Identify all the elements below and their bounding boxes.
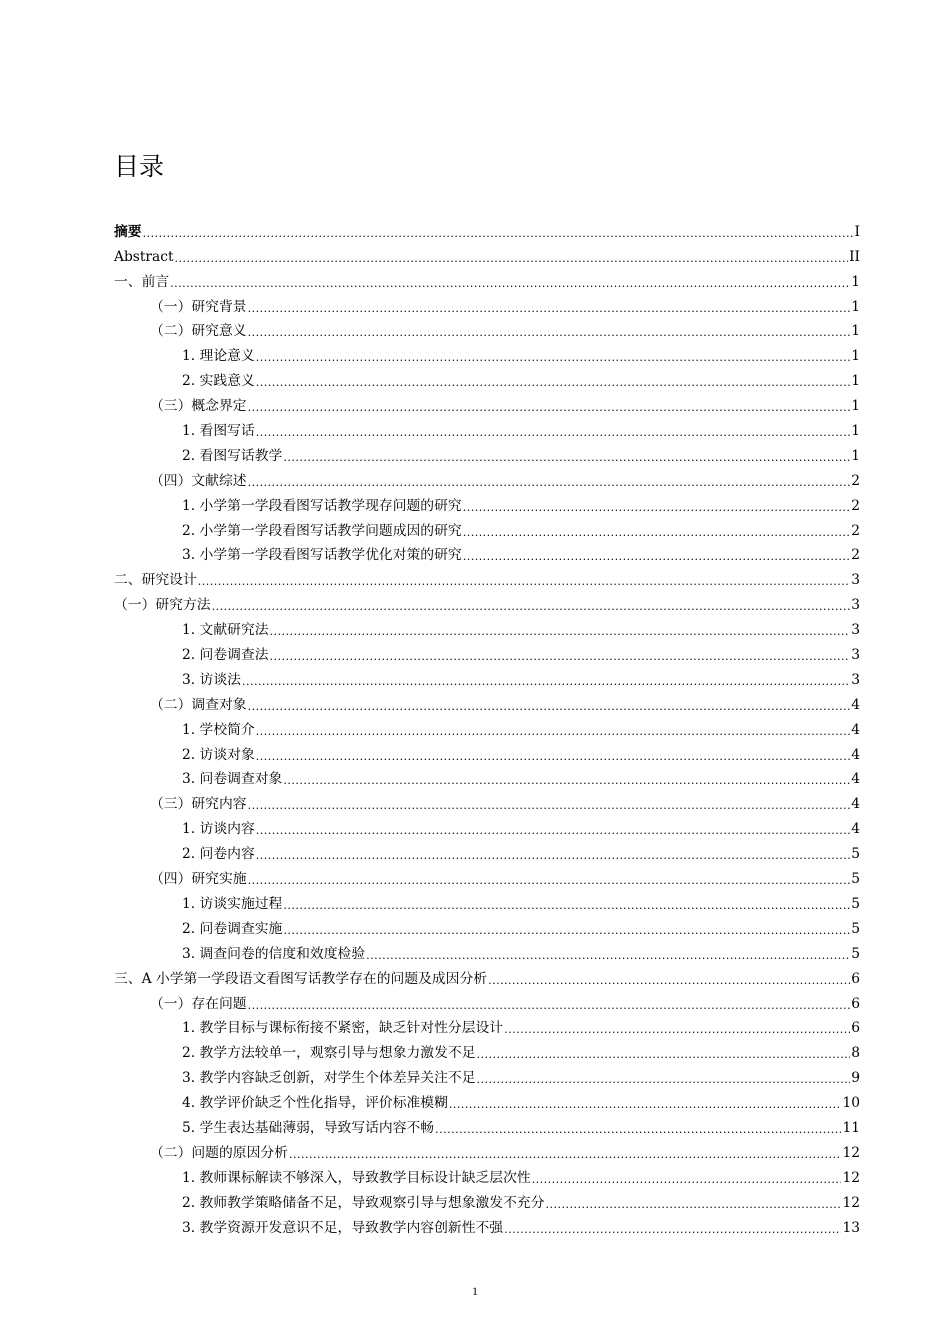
toc-dot-leader bbox=[242, 675, 850, 689]
toc-entry-page-number: 12 bbox=[842, 1169, 860, 1186]
toc-entry-page-number: 2 bbox=[851, 522, 860, 539]
toc-entry[interactable] bbox=[114, 788, 860, 813]
toc-entry[interactable] bbox=[114, 614, 860, 639]
toc-entry-label: 2. 访谈对象 bbox=[182, 746, 255, 763]
toc-dot-leader bbox=[283, 899, 850, 913]
toc-entry-label: 3. 访谈法 bbox=[182, 671, 241, 688]
toc-entry-label: 2. 实践意义 bbox=[182, 373, 255, 390]
toc-entry-page-number: 6 bbox=[851, 1020, 860, 1037]
toc-entry-page-number: 4 bbox=[851, 746, 860, 763]
toc-entry-page-number: I bbox=[854, 223, 860, 240]
toc-entry-label: 4. 教学评价缺乏个性化指导，评价标准模糊 bbox=[182, 1095, 448, 1112]
toc-entry[interactable] bbox=[114, 266, 860, 291]
toc-entry[interactable] bbox=[114, 938, 860, 963]
toc-entry-page-number: 4 bbox=[851, 721, 860, 738]
toc-entry-page-number: 13 bbox=[842, 1219, 860, 1236]
toc-entry-page-number: 4 bbox=[851, 796, 860, 813]
toc-entry-page-number: 1 bbox=[851, 423, 860, 440]
toc-entry[interactable] bbox=[114, 1187, 860, 1212]
toc-dot-leader bbox=[477, 1048, 851, 1062]
toc-dot-leader bbox=[256, 824, 850, 838]
toc-entry[interactable] bbox=[114, 1062, 860, 1087]
toc-entry[interactable] bbox=[114, 490, 860, 515]
toc-entry-page-number: 5 bbox=[851, 871, 860, 888]
toc-entry-label: 三、A 小学第一学段语文看图写话教学存在的问题及成因分析 bbox=[114, 970, 488, 987]
toc-entry[interactable] bbox=[114, 216, 860, 241]
toc-dot-leader bbox=[366, 949, 850, 963]
toc-dot-leader bbox=[212, 600, 851, 614]
toc-dot-leader bbox=[477, 1073, 851, 1087]
toc-entry-label: （一）存在问题 bbox=[150, 995, 247, 1012]
toc-entry-page-number: 12 bbox=[842, 1144, 860, 1161]
toc-entry-label: （一）研究背景 bbox=[150, 298, 247, 315]
toc-dot-leader bbox=[488, 974, 850, 988]
toc-entry-page-number: 1 bbox=[851, 398, 860, 415]
toc-entry-label: （二）调查对象 bbox=[150, 696, 247, 713]
toc-entry[interactable] bbox=[114, 888, 860, 913]
toc-dot-leader bbox=[435, 1123, 841, 1137]
toc-entry-label: （一）研究方法 bbox=[114, 597, 211, 614]
toc-entry-page-number: 1 bbox=[851, 447, 860, 464]
toc-entry-label: Abstract bbox=[114, 248, 174, 265]
toc-dot-leader bbox=[283, 924, 850, 938]
toc-entry[interactable] bbox=[114, 838, 860, 863]
toc-entry-label: 2. 教师教学策略储备不足，导致观察引导与想象激发不充分 bbox=[182, 1194, 545, 1211]
toc-entry-page-number: 5 bbox=[851, 846, 860, 863]
toc-entry-label: 2. 问卷调查法 bbox=[182, 647, 269, 664]
toc-entry-label: 2. 问卷内容 bbox=[182, 846, 255, 863]
toc-dot-leader bbox=[463, 526, 851, 540]
toc-entry-label: 2. 问卷调查实施 bbox=[182, 920, 283, 937]
toc-dot-leader bbox=[248, 799, 851, 813]
toc-entry-page-number: 3 bbox=[851, 597, 860, 614]
toc-dot-leader bbox=[463, 550, 851, 564]
toc-entry-label: （三）概念界定 bbox=[150, 398, 247, 415]
toc-entry[interactable] bbox=[114, 365, 860, 390]
toc-entry[interactable] bbox=[114, 390, 860, 415]
toc-entry[interactable] bbox=[114, 440, 860, 465]
toc-entry-page-number: 2 bbox=[851, 472, 860, 489]
toc-entry[interactable] bbox=[114, 913, 860, 938]
toc-entry[interactable] bbox=[114, 564, 860, 589]
toc-entry-page-number: 6 bbox=[851, 970, 860, 987]
toc-entry[interactable] bbox=[114, 739, 860, 764]
toc-entry[interactable] bbox=[114, 241, 860, 266]
toc-entry-page-number: 1 bbox=[851, 323, 860, 340]
toc-entry-label: 摘要 bbox=[114, 223, 142, 240]
toc-entry[interactable] bbox=[114, 1137, 860, 1162]
footer-page-number: 1 bbox=[472, 1284, 478, 1298]
toc-entry-page-number: 1 bbox=[851, 298, 860, 315]
toc-dot-leader bbox=[289, 1148, 841, 1162]
toc-entry-page-number: 9 bbox=[851, 1070, 860, 1087]
toc-dot-leader bbox=[248, 326, 851, 340]
toc-entry[interactable] bbox=[114, 291, 860, 316]
toc-entry-label: 一、前言 bbox=[114, 273, 170, 290]
toc-entry[interactable] bbox=[114, 714, 860, 739]
toc-entry-label: 1. 访谈内容 bbox=[182, 821, 255, 838]
toc-dot-leader bbox=[463, 501, 851, 515]
toc-entry-label: （三）研究内容 bbox=[150, 796, 247, 813]
toc-entry-page-number: 4 bbox=[851, 821, 860, 838]
toc-entry[interactable] bbox=[114, 1112, 860, 1137]
toc-entry-page-number: II bbox=[849, 248, 860, 265]
toc-entry[interactable] bbox=[114, 1212, 860, 1237]
toc-entry[interactable] bbox=[114, 689, 860, 714]
toc-entry[interactable] bbox=[114, 1037, 860, 1062]
toc-entry-label: 1. 访谈实施过程 bbox=[182, 895, 283, 912]
toc-entry-label: 1. 小学第一学段看图写话教学现存问题的研究 bbox=[182, 497, 462, 514]
toc-entry-page-number: 8 bbox=[851, 1045, 860, 1062]
toc-entry-label: 3. 问卷调查对象 bbox=[182, 771, 283, 788]
toc-entry[interactable] bbox=[114, 415, 860, 440]
toc-dot-leader bbox=[248, 999, 851, 1013]
toc-dot-leader bbox=[256, 376, 850, 390]
toc-dot-leader bbox=[449, 1098, 842, 1112]
toc-entry-label: 3. 教学资源开发意识不足，导致教学内容创新性不强 bbox=[182, 1219, 504, 1236]
toc-entry[interactable] bbox=[114, 340, 860, 365]
toc-entry-page-number: 2 bbox=[851, 547, 860, 564]
toc-entry-label: 2. 小学第一学段看图写话教学问题成因的研究 bbox=[182, 522, 462, 539]
toc-dot-leader bbox=[256, 351, 850, 365]
toc-dot-leader bbox=[256, 750, 850, 764]
toc-entry-label: 3. 教学内容缺乏创新，对学生个体差异关注不足 bbox=[182, 1070, 476, 1087]
toc-dot-leader bbox=[504, 1023, 850, 1037]
toc-entry[interactable] bbox=[114, 316, 860, 341]
table-of-contents bbox=[114, 216, 860, 1237]
toc-entry-page-number: 5 bbox=[851, 945, 860, 962]
toc-entry-page-number: 10 bbox=[842, 1095, 860, 1112]
toc-entry-label: 2. 教学方法较单一，观察引导与想象力激发不足 bbox=[182, 1045, 476, 1062]
toc-entry[interactable] bbox=[114, 540, 860, 565]
toc-entry[interactable] bbox=[114, 1162, 860, 1187]
toc-entry-label: 1. 教学目标与课标衔接不紧密，缺乏针对性分层设计 bbox=[182, 1020, 504, 1037]
toc-entry-label: （四）文献综述 bbox=[150, 472, 247, 489]
toc-entry[interactable] bbox=[114, 639, 860, 664]
toc-dot-leader bbox=[175, 252, 849, 266]
toc-dot-leader bbox=[143, 227, 854, 241]
toc-dot-leader bbox=[532, 1173, 842, 1187]
toc-entry-page-number: 2 bbox=[851, 497, 860, 514]
toc-entry-page-number: 3 bbox=[851, 622, 860, 639]
toc-entry-page-number: 5 bbox=[851, 920, 860, 937]
toc-entry-label: 5. 学生表达基础薄弱，导致写话内容不畅 bbox=[182, 1119, 435, 1136]
toc-entry-page-number: 1 bbox=[851, 348, 860, 365]
toc-entry[interactable] bbox=[114, 515, 860, 540]
toc-entry-label: 1. 看图写话 bbox=[182, 423, 255, 440]
toc-entry-label: 3. 小学第一学段看图写话教学优化对策的研究 bbox=[182, 547, 462, 564]
toc-entry[interactable] bbox=[114, 863, 860, 888]
toc-entry-page-number: 1 bbox=[851, 273, 860, 290]
toc-entry-label: （二）问题的原因分析 bbox=[150, 1144, 288, 1161]
toc-dot-leader bbox=[248, 874, 851, 888]
toc-entry-page-number: 4 bbox=[851, 771, 860, 788]
toc-entry[interactable] bbox=[114, 664, 860, 689]
toc-entry-label: 1. 文献研究法 bbox=[182, 622, 269, 639]
toc-entry[interactable] bbox=[114, 465, 860, 490]
toc-entry-page-number: 5 bbox=[851, 895, 860, 912]
toc-entry-label: （四）研究实施 bbox=[150, 871, 247, 888]
toc-entry[interactable] bbox=[114, 813, 860, 838]
toc-dot-leader bbox=[283, 774, 850, 788]
toc-dot-leader bbox=[256, 426, 850, 440]
toc-entry-page-number: 3 bbox=[851, 671, 860, 688]
toc-entry-page-number: 11 bbox=[842, 1119, 860, 1136]
toc-dot-leader bbox=[270, 625, 851, 639]
toc-dot-leader bbox=[248, 401, 851, 415]
toc-entry-page-number: 3 bbox=[851, 572, 860, 589]
toc-entry-page-number: 3 bbox=[851, 647, 860, 664]
toc-entry[interactable] bbox=[114, 963, 860, 988]
toc-entry-page-number: 1 bbox=[851, 373, 860, 390]
toc-entry-label: 2. 看图写话教学 bbox=[182, 447, 283, 464]
toc-entry[interactable] bbox=[114, 1013, 860, 1038]
toc-dot-leader bbox=[248, 476, 851, 490]
toc-dot-leader bbox=[270, 650, 851, 664]
toc-dot-leader bbox=[545, 1198, 841, 1212]
toc-entry[interactable] bbox=[114, 1087, 860, 1112]
toc-entry-page-number: 12 bbox=[842, 1194, 860, 1211]
toc-entry-label: 3. 调查问卷的信度和效度检验 bbox=[182, 945, 366, 962]
toc-dot-leader bbox=[198, 575, 850, 589]
toc-dot-leader bbox=[283, 451, 850, 465]
toc-entry-page-number: 6 bbox=[851, 995, 860, 1012]
toc-dot-leader bbox=[170, 277, 850, 291]
toc-entry-label: 二、研究设计 bbox=[114, 572, 197, 589]
toc-dot-leader bbox=[256, 849, 850, 863]
toc-dot-leader bbox=[248, 700, 851, 714]
toc-entry-label: 1. 教师课标解读不够深入，导致教学目标设计缺乏层次性 bbox=[182, 1169, 531, 1186]
toc-entry[interactable] bbox=[114, 589, 860, 614]
toc-entry-label: 1. 理论意义 bbox=[182, 348, 255, 365]
toc-entry-page-number: 4 bbox=[851, 696, 860, 713]
toc-dot-leader bbox=[256, 725, 850, 739]
toc-dot-leader bbox=[504, 1223, 841, 1237]
toc-entry-label: （二）研究意义 bbox=[150, 323, 247, 340]
toc-entry[interactable] bbox=[114, 764, 860, 789]
toc-title: 目录 bbox=[114, 152, 165, 181]
toc-entry-label: 1. 学校简介 bbox=[182, 721, 255, 738]
toc-dot-leader bbox=[248, 302, 851, 316]
toc-entry[interactable] bbox=[114, 988, 860, 1013]
